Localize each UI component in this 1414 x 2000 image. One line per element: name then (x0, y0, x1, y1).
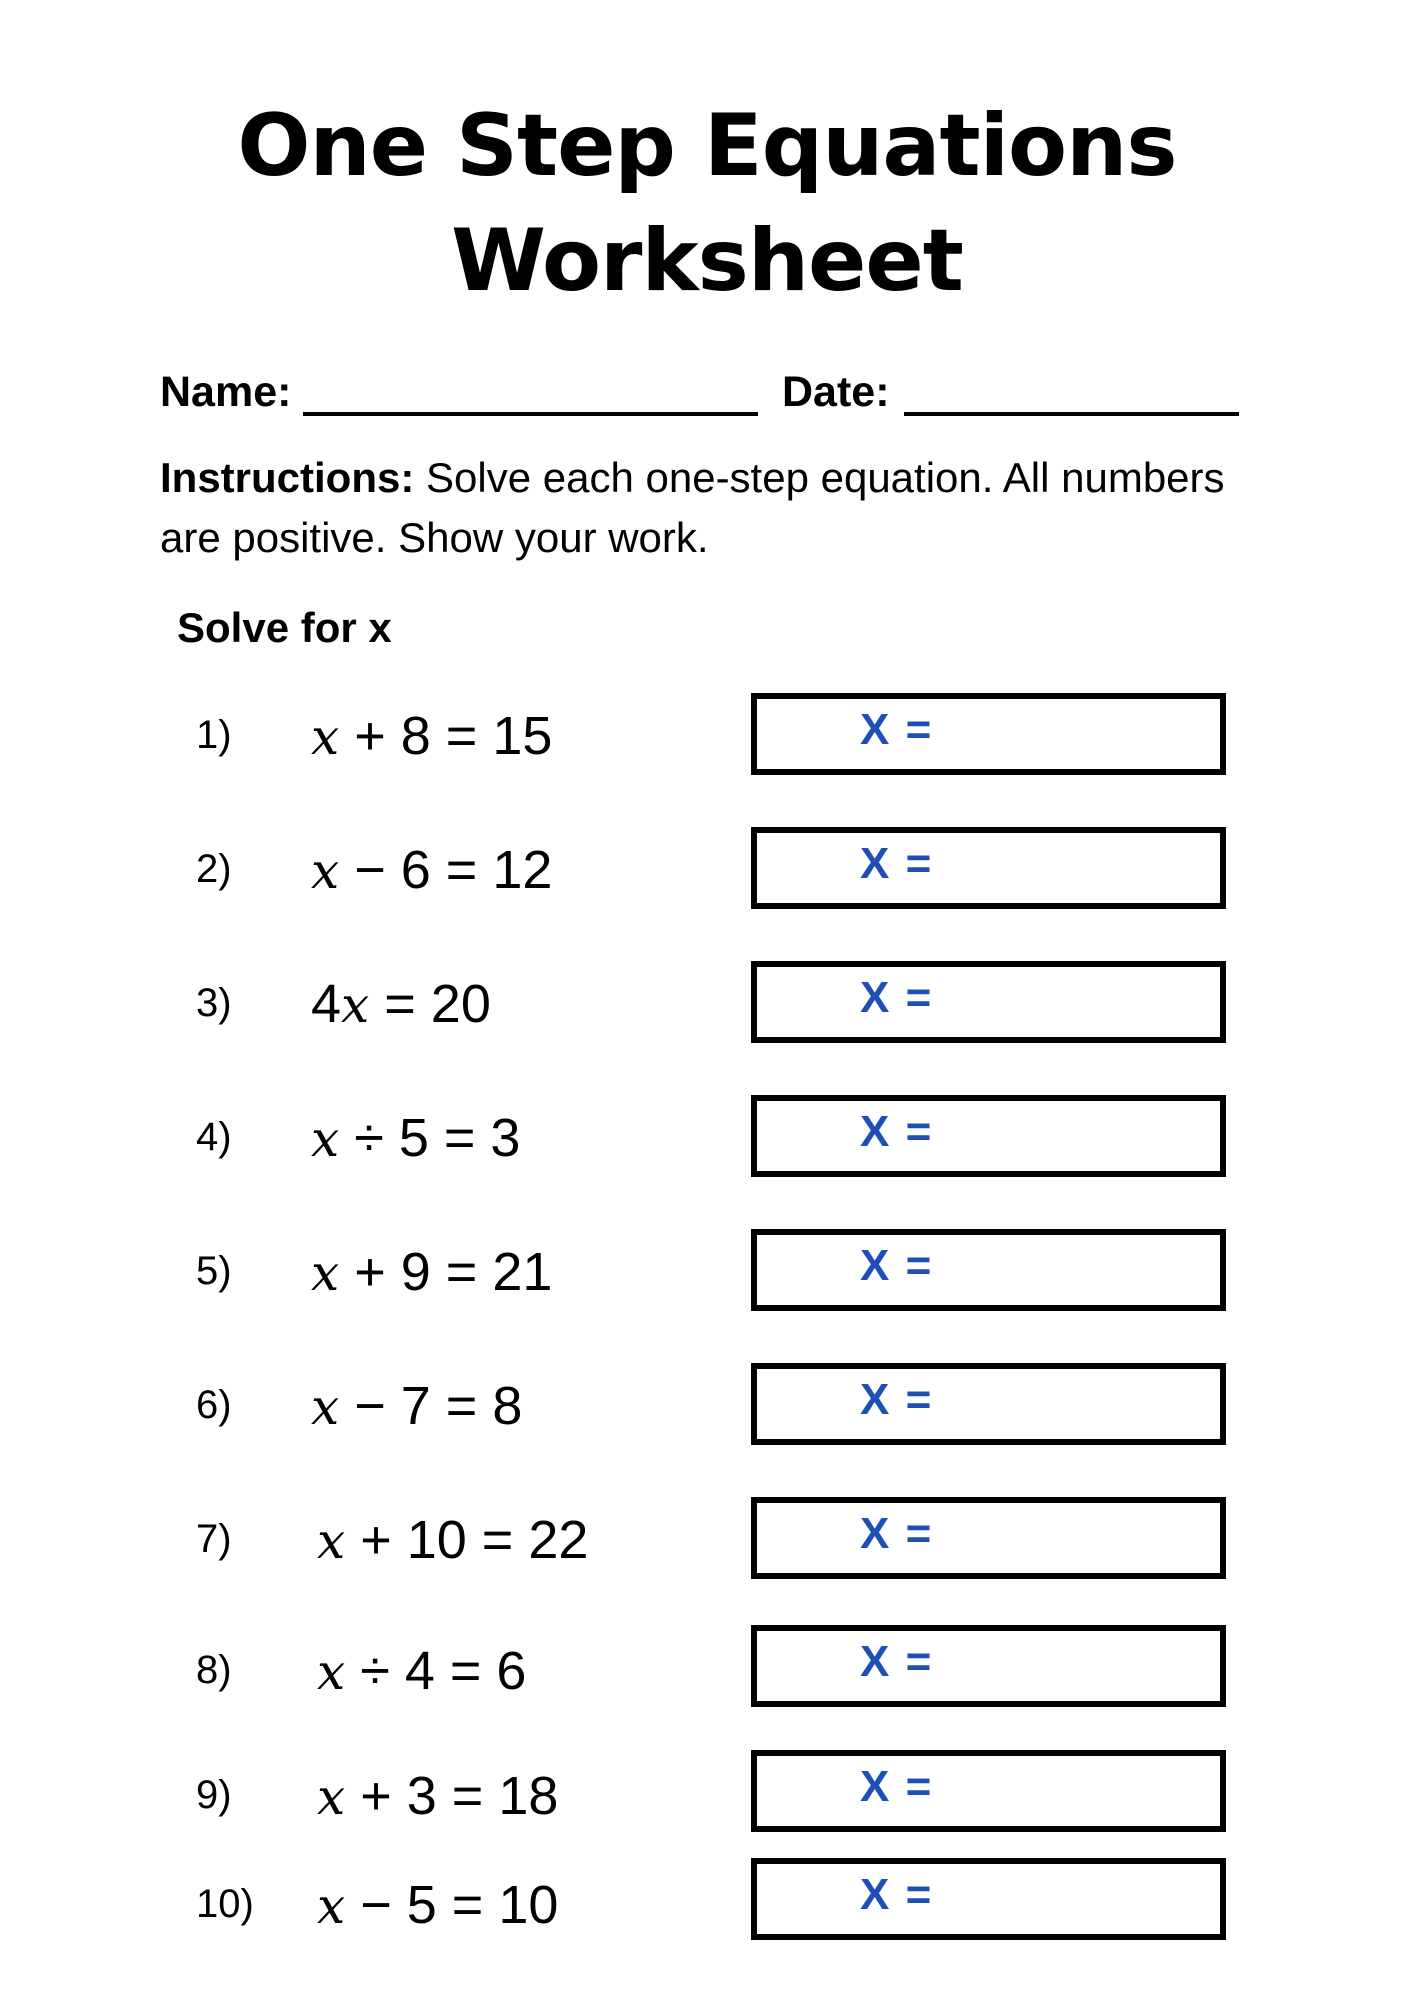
problem-number: 3) (196, 981, 232, 1025)
answer-box[interactable] (751, 827, 1226, 909)
answer-box[interactable] (751, 693, 1226, 775)
equation (311, 1375, 522, 1437)
equation (317, 1640, 526, 1702)
equation-rest: = 20 (369, 974, 491, 1034)
answer-label: X = (860, 1870, 934, 1919)
equation-rest: + 10 = 22 (345, 1510, 589, 1570)
equation (311, 705, 552, 767)
equation (311, 1107, 520, 1169)
answer-box[interactable] (751, 1858, 1226, 1940)
instructions (160, 448, 1260, 568)
answer-box[interactable] (751, 1497, 1226, 1579)
answer-label: X = (860, 973, 934, 1022)
equation (317, 1874, 558, 1936)
equation (317, 1509, 588, 1571)
solve-heading: Solve for x (177, 604, 392, 651)
answer-label: X = (860, 839, 934, 888)
problem-number: 4) (196, 1115, 232, 1159)
problem-number: 7) (196, 1517, 232, 1561)
problem-number: 10) (196, 1882, 254, 1926)
equation-variable: x (317, 1512, 346, 1570)
date-label: Date: (782, 368, 890, 416)
answer-box[interactable] (751, 1363, 1226, 1445)
answer-label: X = (860, 1241, 934, 1290)
name-field-line[interactable] (303, 412, 758, 416)
answer-label: X = (860, 1107, 934, 1156)
date-field-line[interactable] (904, 412, 1239, 416)
equation-rest: − 7 = 8 (339, 1376, 523, 1436)
equation-rest: − 6 = 12 (339, 840, 553, 900)
problem-number: 9) (196, 1773, 232, 1817)
equation-variable: x (311, 842, 340, 900)
equation-variable: x (317, 1768, 346, 1826)
equation (311, 839, 552, 901)
problem-number: 2) (196, 847, 232, 891)
problem-number: 8) (196, 1648, 232, 1692)
answer-box[interactable] (751, 1750, 1226, 1832)
equation-rest: + 9 = 21 (339, 1242, 553, 1302)
answer-box[interactable] (751, 1625, 1226, 1707)
equation-variable: x (311, 1378, 340, 1436)
answer-label: X = (860, 1509, 934, 1558)
title-line-2: Worksheet (451, 211, 963, 311)
name-label: Name: (160, 368, 292, 416)
equation-variable: x (311, 708, 340, 766)
equation-variable: x (341, 976, 370, 1034)
equation-variable: x (311, 1110, 340, 1168)
problem-number: 6) (196, 1383, 232, 1427)
equation-variable: x (311, 1244, 340, 1302)
instructions-text: Solve each one-step equation. All numbers are positive. Show your work. (160, 454, 1225, 561)
problem-number: 1) (196, 713, 232, 757)
answer-box[interactable] (751, 1095, 1226, 1177)
equation-rest: ÷ 4 = 6 (345, 1641, 527, 1701)
equation-variable: x (317, 1643, 346, 1701)
problem-number: 5) (196, 1249, 232, 1293)
equation-rest: ÷ 5 = 3 (339, 1108, 521, 1168)
equation (311, 1241, 552, 1303)
answer-label: X = (860, 1637, 934, 1686)
equation (311, 973, 491, 1035)
answer-box[interactable] (751, 1229, 1226, 1311)
answer-label: X = (860, 705, 934, 754)
equation (317, 1765, 558, 1827)
title-line-1: One Step Equations (237, 96, 1177, 196)
equation-rest: − 5 = 10 (345, 1875, 559, 1935)
answer-label: X = (860, 1762, 934, 1811)
answer-label: X = (860, 1375, 934, 1424)
answer-box[interactable] (751, 961, 1226, 1043)
instructions-label: Instructions: (160, 454, 415, 501)
equation-rest: + 8 = 15 (339, 706, 553, 766)
equation-coefficient: 4 (311, 974, 342, 1034)
equation-variable: x (317, 1877, 346, 1935)
equation-rest: + 3 = 18 (345, 1766, 559, 1826)
